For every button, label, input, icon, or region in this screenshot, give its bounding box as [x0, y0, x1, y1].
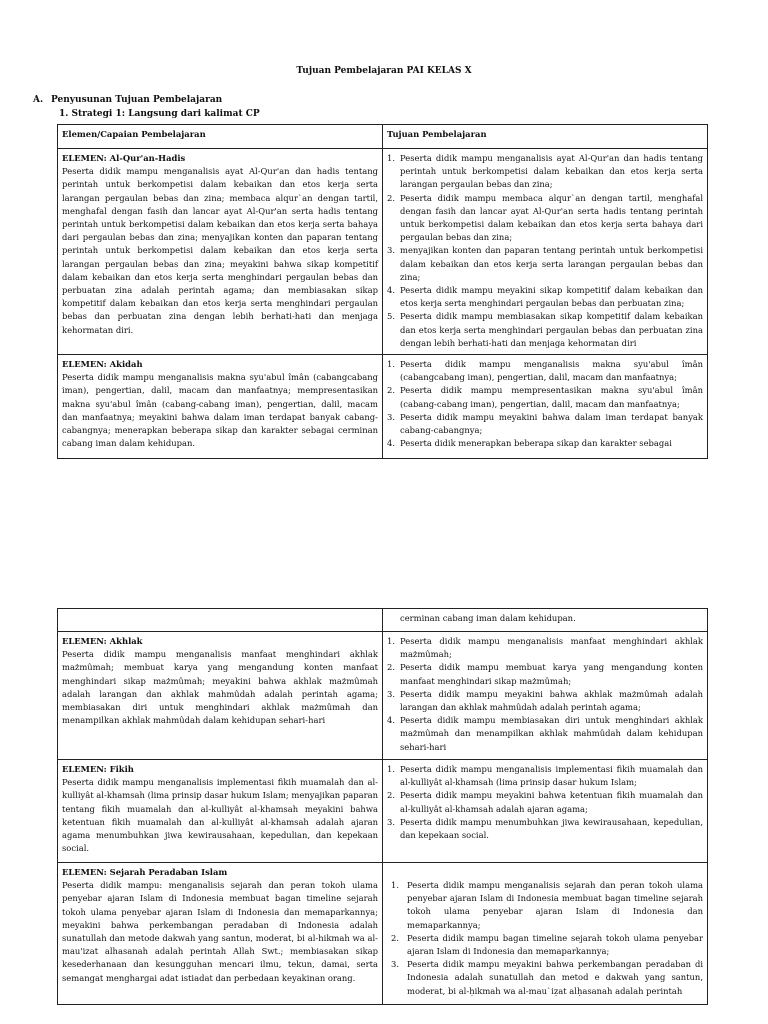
list-item [387, 310, 703, 350]
table-header-row [58, 125, 708, 149]
section-heading [33, 95, 222, 105]
element-title: ELEMEN: Akidah [62, 359, 143, 370]
list-item [387, 244, 703, 284]
item-number: 4. [387, 715, 395, 726]
item-number: 2. [391, 932, 399, 943]
item-number: 2. [387, 790, 395, 801]
objectives-list [387, 763, 703, 842]
objectives-cell [383, 609, 708, 632]
item-text: Peserta didik mampu meyakini bahwa ketentuan fikih muamalah dan al-kulliyât al-khamsah adalah ajaran agama; [400, 790, 703, 814]
header-element: Elemen/Capaian Pembelajaran [58, 125, 383, 149]
element-cell [58, 863, 383, 1005]
item-number: 4. [387, 438, 395, 449]
strategy-heading: 1. Strategi 1: Langsung dari kalimat CP [59, 109, 260, 119]
document-title: Tujuan Pembelajaran PAI KELAS X [296, 66, 472, 76]
item-number: 2. [387, 385, 395, 396]
item-number: 3. [391, 959, 399, 970]
element-cell [58, 760, 383, 863]
element-description: Peserta didik mampu: menganalisis sejarah dan peran tokoh ulama penyebar ajaran Islam di Indonesia membuat bagan timeline sejarah tokoh ulama penyebar ajaran Islam di Indonesia dan memaparkannya; meyakini bahwa perkembangan peradaban di Indonesia adalah sunatullah dan metode dakwah yang santun, moderat, bi al-hikmah wa al-mau'izat alhasanah adalah perintah Allah Swt.; membiasakan sikap kesederhanaan dan kesungguhan mencari ilmu, tekun, damai, serta semangat menghargai adat istiadat dan perbedaan keyakinan orang. [62, 880, 378, 983]
item-number: 2. [387, 192, 395, 203]
table-row [58, 609, 708, 632]
element-description: Peserta didik mampu menganalisis makna syu'abul îmân (cabangcabang iman), pengertian, dalil, macam dan manfaatnya; mempresentasikan makna syu'abul îmân (cabang-cabang iman), pengertian, dalil, macam dan manfaatnya; meyakini bahwa dalam iman terdapat banyak cabang-cabangnya; menerapkan beberapa sikap dan karakter sebagai cerminan cabang iman dalam kehidupan. [62, 372, 378, 449]
element-title: ELEMEN: Akhlak [62, 636, 143, 646]
list-item [391, 879, 703, 932]
list-item [387, 688, 703, 714]
objectives-cell [383, 149, 708, 355]
table-row [58, 355, 708, 459]
list-item [387, 635, 703, 661]
list-item [387, 661, 703, 687]
list-item [387, 437, 703, 450]
list-item [387, 152, 703, 192]
item-number: 1. [387, 636, 395, 646]
objectives-list [387, 635, 703, 754]
item-number: 1. [391, 880, 399, 890]
item-number: 3. [387, 245, 395, 256]
item-text: Peserta didik mampu membuat karya yang mengandung konten manfaat menghindari sikap mażmûmah; [400, 662, 703, 686]
element-cell [58, 632, 383, 760]
item-text: Peserta didik mampu meyakini bahwa perkembangan peradaban di Indonesia adalah sunatullah dan metod e dakwah yang santun, moderat, bi al-ḥikmah wa al-mau`iẓat alḥasanah adalah perintah [407, 959, 703, 996]
item-text: Peserta didik mampu meyakini bahwa akhlak mażmûmah adalah larangan dan akhlak mahmûdah adalah perintah agama; [400, 688, 703, 713]
objectives-table-1 [57, 124, 708, 459]
objectives-cell [383, 760, 708, 863]
table-row [58, 760, 708, 863]
item-number: 5. [387, 311, 395, 322]
element-description: Peserta didik mampu menganalisis ayat Al-Qur'an dan hadis tentang perintah untuk berkompetisi dalam kebaikan dan etos kerja serta larangan pergaulan bebas dan zina; membaca alqur`an dengan tartil, menghafal dengan fasih dan lancar ayat Al-Qur'an serta hadis tentang perintah untuk berkompetisi dalam kebaikan dan etos kerja serta bahaya dari pergaulan bebas dan zina; menyajikan konten dan paparan tentang perintah untuk berkompetisi dalam kebaikan dan etos kerja serta larangan pergaulan bebas dan zina; meyakini bahwa sikap kompetitif dalam kebaikan dan etos kerja serta menghindari pergaulan bebas dan perbuatan zina adalah perintah agama; dan membiasakan sikap kompetitif dalam kebaikan dan etos kerja serta menghindari pergaulan bebas dan perbuatan zina dengan lebih berhati-hati dan menjaga kehormatan diri. [62, 166, 378, 335]
list-item [387, 411, 703, 437]
item-text: Peserta didik mampu menganalisis manfaat menghindari akhlak mażmûmah; [400, 636, 703, 660]
objectives-cell [383, 863, 708, 1005]
list-item [387, 384, 703, 410]
list-item [387, 192, 703, 245]
element-title: ELEMEN: Sejarah Peradaban Islam [62, 867, 228, 877]
item-text: Peserta didik mampu meyakini sikap kompetitif dalam kebaikan dan etos kerja serta menghindari pergaulan bebas dan perbuatan zina; [400, 285, 703, 309]
element-cell [58, 355, 383, 459]
item-text: Peserta didik mampu membiasakan sikap kompetitif dalam kebaikan dan etos kerja serta menghindari pergaulan bebas dan perbuatan zina dengan lebih berhati-hati dan menjaga kehormatan diri [400, 311, 703, 348]
element-title: ELEMEN: Al-Qur'an-Hadis [62, 153, 186, 163]
item-text: Peserta didik mampu bagan timeline sejarah tokoh ulama penyebar ajaran Islam di Indonesia dan memaparkannya; [407, 932, 703, 957]
item-text: Peserta didik mampu membiasakan diri untuk menghindari akhlak mażmûmah dan menampilkan akhlak mahmûdah dalam kehidupan sehari-hari [400, 715, 703, 752]
list-item [387, 816, 703, 842]
item-text: Peserta didik menerapkan beberapa sikap dan karakter sebagai [400, 438, 672, 449]
list-item [387, 284, 703, 310]
list-item [387, 714, 703, 754]
item-number: 2. [387, 662, 395, 673]
list-item [387, 763, 703, 789]
item-text: menyajikan konten dan paparan tentang perintah untuk berkompetisi dalam kebaikan dan etos kerja serta larangan pergaulan bebas dan zina; [400, 245, 703, 282]
item-text: Peserta didik mampu mempresentasikan makna syu'abul îmân (cabang-cabang iman), pengertian, dalil, macam dan manfaatnya; [400, 385, 703, 409]
objectives-cell [383, 632, 708, 760]
item-number: 4. [387, 285, 395, 296]
item-text: Peserta didik mampu membaca alqur`an dengan tartil, menghafal dengan fasih dan lancar ayat Al-Qur'an serta hadis tentang perintah untuk berkompetisi dalam kebaikan dan etos kerja serta bahaya dari pergaulan bebas dan zina; [400, 192, 703, 243]
table-row [58, 149, 708, 355]
item-number: 3. [387, 816, 395, 827]
header-objectives: Tujuan Pembelajaran [383, 125, 708, 149]
list-item [391, 932, 703, 958]
item-text: Peserta didik mampu menumbuhkan jiwa kewirausahaan, kepedulian, dan kepekaan social. [400, 816, 703, 841]
list-item [391, 958, 703, 998]
objectives-list [387, 358, 703, 450]
element-cell [58, 149, 383, 355]
element-title: ELEMEN: Fikih [62, 764, 134, 774]
section-number: A. [33, 95, 44, 105]
objectives-list [387, 152, 703, 350]
objectives-cell [383, 355, 708, 459]
item-number: 3. [387, 411, 395, 422]
item-number: 1. [387, 153, 395, 163]
objectives-list [387, 879, 703, 998]
element-description: Peserta didik mampu menganalisis implementasi fikih muamalah dan al-kulliyât al-khamsah (lima prinsip dasar hukum Islam; menyajikan paparan tentang fikih muamalah dan al-kulliyât al-khamsah meyakini bahwa ketentuan fikih muamalah dan al-kulliyât al-khamsah adalah ajaran agama menumbuhkan jiwa kewirausahaan, kepedulian, dan kepekaan social. [62, 777, 378, 854]
item-text: Peserta didik mampu menganalisis sejarah dan peran tokoh ulama penyebar ajaran Islam di Indonesia membuat bagan timeline sejarah tokoh ulama penyebar ajaran Islam di Indonesia dan memaparkannya; [407, 880, 703, 930]
item-text: Peserta didik mampu menganalisis ayat Al-Qur'an dan hadis tentang perintah untuk berkompetisi dalam kebaikan dan etos kerja serta larangan pergaulan bebas dan zina; [400, 153, 703, 190]
list-item [387, 789, 703, 815]
table-row [58, 632, 708, 760]
item-text: Peserta didik mampu meyakini bahwa dalam iman terdapat banyak cabang-cabangnya; [400, 411, 703, 436]
item-number: 1. [387, 359, 395, 370]
item-number: 1. [387, 764, 395, 774]
item-number: 3. [387, 688, 395, 699]
item-text: Peserta didik mampu menganalisis makna syu'abul îmân (cabangcabang iman), pengertian, dalil, macam dan manfaatnya; [400, 359, 703, 383]
list-item [387, 358, 703, 384]
element-description: Peserta didik mampu menganalisis manfaat menghindari akhlak mażmûmah; membuat karya yang mengandung konten manfaat menghindari sikap mażmûmah; meyakini bahwa akhlak mażmûmah adalah larangan dan akhlak mahmûdah adalah perintah agama; membiasakan diri untuk menghindari akhlak mażmûmah dan menampilkan akhlak mahmûdah dalam kehidupan sehari-hari [62, 649, 378, 726]
element-cell [58, 609, 383, 632]
section-label: Penyusunan Tujuan Pembelajaran [51, 95, 223, 105]
item-text: Peserta didik mampu menganalisis implementasi fikih muamalah dan al-kulliyât al-khamsah (lima prinsip dasar hukum Islam; [400, 764, 703, 788]
continued-text: cerminan cabang iman dalam kehidupan. [400, 613, 576, 623]
objectives-table-2 [57, 608, 708, 1005]
table-row [58, 863, 708, 1005]
